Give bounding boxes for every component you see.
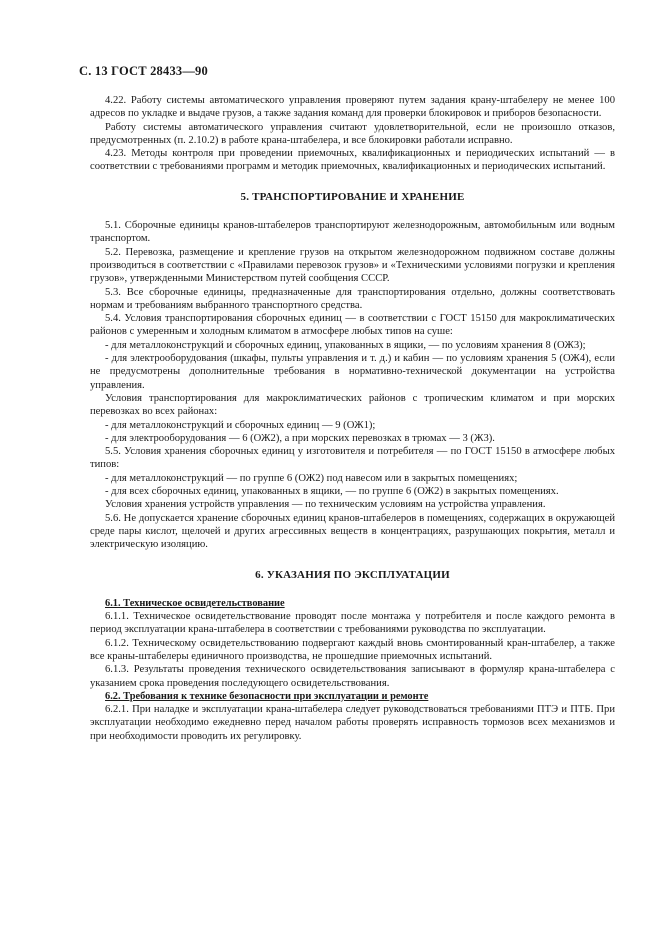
paragraph-5-1: 5.1. Сборочные единицы кранов-штабелеров транспортируют железнодорожным, автомобильным или водным транспортом. bbox=[90, 220, 615, 245]
list-item-5-4-d: - для электрооборудования — 6 (ОЖ2), а при морских перевозках в трюмах — 3 (Ж3). bbox=[105, 432, 495, 444]
paragraph-6-1-3: 6.1.3. Результаты проведения технического освидетельствования записывают в формуляр крана-штабелера с указанием срока проведения последующего освидетельствования. bbox=[90, 664, 615, 689]
paragraph-5-6: 5.6. Не допускается хранение сборочных единиц кранов-штабелеров в помещениях, содержащих в окружающей среде пары кислот, щелочей и других агрессивных веществ в концентрациях, разрушающих покрытия, металл и электрическую изоляцию. bbox=[90, 512, 615, 551]
paragraph-6-1-1: 6.1.1. Техническое освидетельствование проводят после монтажа у потребителя и после каждого ремонта в период эксплуатации крана-штабелера в соответствии с требованиями руководства по эксплуатации. bbox=[90, 611, 615, 636]
subsection-6-1-title: 6.1. Техническое освидетельствование bbox=[105, 597, 285, 609]
list-item-5-4-b: - для электрооборудования (шкафы, пульты управления и т. д.) и кабин — по условиям хранения 5 (ОЖ4), если не предусмотрены дополнительные требования в нормативно-технической документации на устройства управления. bbox=[90, 353, 615, 391]
paragraph-6-2-1: 6.2.1. При наладке и эксплуатации крана-штабелера следует руководствоваться требованиями ПТЭ и ПТБ. При эксплуатации необходимо ежедневно перед началом работы проверять исправность тормозов всех механизмов и при необходимости проводить их регулировку. bbox=[90, 704, 615, 742]
list-item-5-4-a: - для металлоконструкций и сборочных единиц, упакованных в ящики, — по условиям хранения 8 (ОЖ3); bbox=[105, 339, 586, 351]
page-header: С. 13 ГОСТ 28433—90 bbox=[79, 64, 208, 78]
paragraph-5-4-tropical: Условия транспортирования для макроклиматических районов с тропическим климатом и при морских перевозках во всех районах: bbox=[90, 392, 615, 418]
paragraph-5-3: 5.3. Все сборочные единицы, предназначенные для транспортирования отдельно, должны соответствовать нормам и требованиям выбранного транспортного средства. bbox=[90, 286, 615, 311]
list-item-5-5-a: - для металлоконструкций — по группе 6 (ОЖ2) под навесом или в закрытых помещениях; bbox=[105, 472, 518, 484]
section-6-title: 6. УКАЗАНИЯ ПО ЭКСПЛУАТАЦИИ bbox=[255, 568, 450, 581]
document-body bbox=[90, 94, 615, 743]
paragraph-5-4: 5.4. Условия транспортирования сборочных единиц — в соответствии с ГОСТ 15150 для макроклиматических районов с умеренным и холодным климатом в атмосфере любых типов на суше: bbox=[90, 313, 615, 338]
paragraph-5-5-control: Условия хранения устройств управления — по техническим условиям на устройства управления. bbox=[105, 499, 546, 511]
list-item-5-5-b: - для всех сборочных единиц, упакованных в ящики, — по группе 6 (ОЖ2) в закрытых помещениях. bbox=[105, 486, 559, 498]
paragraph-6-1-2: 6.1.2. Техническому освидетельствованию подвергают каждый вновь смонтированный кран-штабелер, а также все краны-штабелеры единичного производства, не прошедшие приемочных испытаний. bbox=[90, 637, 615, 662]
paragraph-4-22-result: Работу системы автоматического управления считают удовлетворительной, если не произошло отказов, предусмотренных (п. 2.10.2) в работе крана-штабелера, и все блокировки работали исправно. bbox=[90, 121, 615, 146]
paragraph-5-5: 5.5. Условия хранения сборочных единиц у изготовителя и потребителя — по ГОСТ 15150 в атмосфере любых типов: bbox=[90, 446, 615, 471]
paragraph-4-23: 4.23. Методы контроля при проведении приемочных, квалификационных и периодических испытаний — в соответствии с требованиями программ и методик приемочных, квалификационных и периодических испытаний. bbox=[90, 148, 615, 173]
section-5-title: 5. ТРАНСПОРТИРОВАНИЕ И ХРАНЕНИЕ bbox=[240, 190, 465, 203]
paragraph-5-2: 5.2. Перевозка, размещение и крепление грузов на открытом железнодорожном подвижном составе должны производиться в соответствии с «Правилами перевозок грузов» и «Техническими условиями погрузки и крепления грузов», утвержденными Министерством путей сообщения СССР. bbox=[90, 246, 615, 285]
paragraph-4-22: 4.22. Работу системы автоматического управления проверяют путем задания крану-штабелеру не менее 100 адресов по укладке и выдаче грузов, а также задания команд для проверки блокировок и приборов безопасности. bbox=[90, 95, 615, 120]
list-item-5-4-c: - для металлоконструкций и сборочных единиц — 9 (ОЖ1); bbox=[105, 419, 376, 431]
subsection-6-2-title: 6.2. Требования к технике безопасности при эксплуатации и ремонте bbox=[105, 690, 429, 702]
